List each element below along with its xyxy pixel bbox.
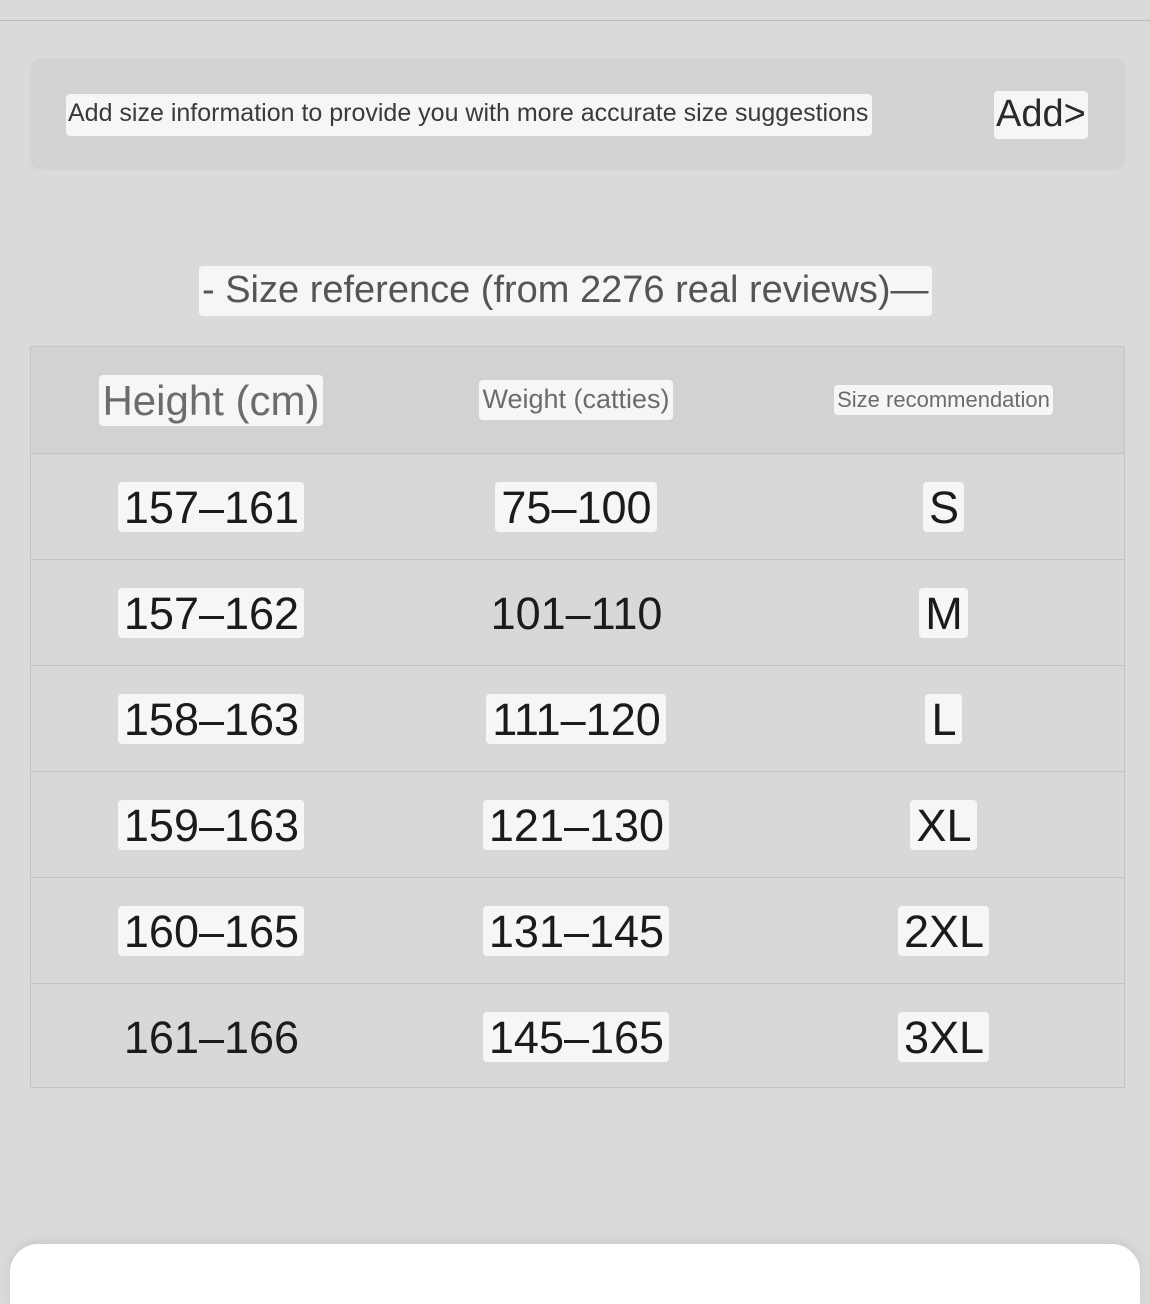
header-cell-height xyxy=(31,347,391,453)
height-value: 157–161 xyxy=(118,482,304,532)
height-cell xyxy=(31,560,391,665)
height-value: 158–163 xyxy=(118,694,304,744)
weight-value: 75–100 xyxy=(495,482,656,532)
height-cell xyxy=(31,666,391,771)
size-value: 3XL xyxy=(898,1012,989,1062)
header-weight-label: Weight (catties) xyxy=(479,380,672,420)
header-cell-weight xyxy=(391,347,761,453)
table-row xyxy=(31,771,1124,877)
size-value: S xyxy=(923,482,964,532)
header-cell-size xyxy=(761,347,1126,453)
size-reference-table xyxy=(30,346,1125,1088)
weight-cell xyxy=(391,666,761,771)
height-cell xyxy=(31,878,391,983)
top-divider xyxy=(0,20,1150,21)
size-info-banner[interactable] xyxy=(30,58,1125,170)
weight-value: 101–110 xyxy=(490,587,663,639)
table-row xyxy=(31,665,1124,771)
size-value: XL xyxy=(910,800,976,850)
weight-cell xyxy=(391,560,761,665)
size-cell xyxy=(761,878,1126,983)
size-value: M xyxy=(919,588,968,638)
size-cell xyxy=(761,454,1126,559)
weight-cell xyxy=(391,984,761,1089)
size-cell xyxy=(761,666,1126,771)
table-row xyxy=(31,983,1124,1089)
weight-value: 145–165 xyxy=(483,1012,669,1062)
table-row xyxy=(31,559,1124,665)
header-height-label: Height (cm) xyxy=(99,375,322,426)
weight-cell xyxy=(391,772,761,877)
weight-value: 121–130 xyxy=(483,800,669,850)
height-value: 161–166 xyxy=(123,1011,300,1063)
size-cell xyxy=(761,772,1126,877)
height-cell xyxy=(31,454,391,559)
bottom-sheet-edge xyxy=(10,1244,1140,1304)
size-reference-title: - Size reference (from 2276 real reviews)— xyxy=(199,266,932,316)
size-cell xyxy=(761,984,1126,1089)
weight-cell xyxy=(391,454,761,559)
height-value: 160–165 xyxy=(118,906,304,956)
add-size-info-button[interactable]: Add> xyxy=(994,91,1088,139)
height-cell xyxy=(31,772,391,877)
size-cell xyxy=(761,560,1126,665)
header-size-label: Size recommendation xyxy=(834,385,1053,415)
size-value: L xyxy=(925,694,961,744)
weight-cell xyxy=(391,878,761,983)
table-header xyxy=(31,347,1124,453)
table-row xyxy=(31,453,1124,559)
size-info-prompt: Add size information to provide you with more accurate size suggestions xyxy=(66,94,872,136)
weight-value: 131–145 xyxy=(483,906,669,956)
height-value: 157–162 xyxy=(118,588,304,638)
weight-value: 111–120 xyxy=(486,694,666,744)
height-value: 159–163 xyxy=(118,800,304,850)
height-cell xyxy=(31,984,391,1089)
size-value: 2XL xyxy=(898,906,989,956)
table-row xyxy=(31,877,1124,983)
